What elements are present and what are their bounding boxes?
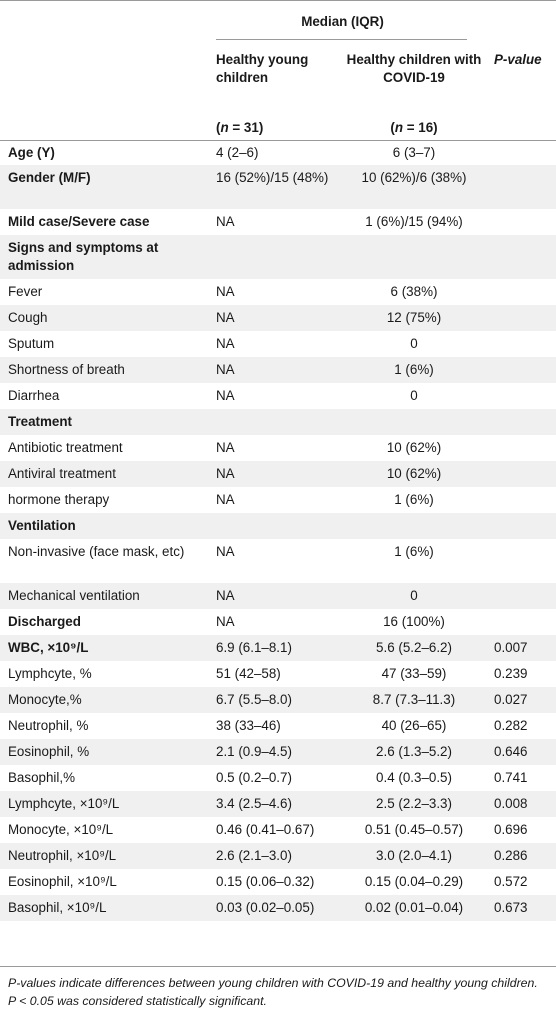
row-label: Monocyte,%	[8, 692, 82, 707]
sample-size-covid-value: 16	[418, 120, 434, 135]
value-healthy: 4 (2–6)	[216, 145, 259, 160]
value-covid: 6 (3–7)	[392, 145, 436, 160]
row-label: Fever	[8, 284, 43, 299]
value-covid: 3.0 (2.0–4.1)	[376, 848, 452, 863]
row-label: Sputum	[8, 336, 55, 351]
p-value: 0.027	[494, 692, 528, 707]
value-healthy: 0.15 (0.06–0.32)	[216, 874, 315, 889]
table-row	[0, 409, 556, 435]
table-row	[0, 279, 556, 305]
p-value: 0.286	[494, 848, 528, 863]
row-label: Eosinophil, %	[8, 744, 90, 759]
value-covid: 47 (33–59)	[381, 666, 447, 681]
value-healthy: NA	[216, 336, 235, 351]
value-healthy: 2.6 (2.1–3.0)	[216, 848, 292, 863]
table-body	[0, 140, 556, 921]
value-covid: 12 (75%)	[386, 310, 442, 325]
row-label: Basophil, ×10⁹/L	[8, 900, 107, 915]
p-value: 0.008	[494, 796, 528, 811]
value-covid: 5.6 (5.2–6.2)	[376, 640, 452, 655]
value-healthy: NA	[216, 588, 235, 603]
row-label: Lymphcyte, ×10⁹/L	[8, 796, 120, 811]
value-healthy: 2.1 (0.9–4.5)	[216, 744, 292, 759]
value-covid: 0.02 (0.01–0.04)	[364, 900, 464, 915]
sample-size-healthy: (n = 31)	[216, 120, 264, 135]
row-label: Treatment	[8, 414, 72, 429]
value-covid: 0	[410, 336, 418, 351]
sample-size-healthy-value: 31	[243, 120, 259, 135]
table-row	[0, 817, 556, 843]
p-value: 0.239	[494, 666, 528, 681]
table-row	[0, 609, 556, 635]
value-covid: 8.7 (7.3–11.3)	[372, 692, 456, 707]
value-healthy: NA	[216, 214, 235, 229]
table-row	[0, 435, 556, 461]
row-label: Age (Y)	[8, 145, 55, 160]
row-label: Non-invasive (face mask, etc)	[8, 544, 185, 559]
table-row	[0, 513, 556, 539]
value-healthy: 16 (52%)/15 (48%)	[216, 170, 329, 185]
row-label: Eosinophil, ×10⁹/L	[8, 874, 117, 889]
table-row	[0, 843, 556, 869]
value-healthy: NA	[216, 544, 235, 559]
row-label: Mechanical ventilation	[8, 588, 140, 603]
value-covid: 0	[410, 588, 418, 603]
table-row	[0, 661, 556, 687]
table-row	[0, 869, 556, 895]
p-value: 0.646	[494, 744, 528, 759]
row-label: Lymphcyte, %	[8, 666, 92, 681]
top-rule	[0, 0, 556, 1]
pvalue-header-text: P-value	[494, 52, 542, 67]
value-healthy: NA	[216, 284, 235, 299]
value-healthy: NA	[216, 614, 235, 629]
value-healthy: NA	[216, 310, 235, 325]
row-label: Mild case/Severe case	[8, 214, 150, 229]
row-label: WBC, ×10⁹/L	[8, 640, 89, 655]
value-covid: 2.5 (2.2–3.3)	[376, 796, 452, 811]
value-covid: 40 (26–65)	[381, 718, 447, 733]
value-healthy: 38 (33–46)	[216, 718, 281, 733]
table-row	[0, 165, 556, 209]
value-healthy: 3.4 (2.5–4.6)	[216, 796, 292, 811]
table-row	[0, 357, 556, 383]
table-row	[0, 140, 556, 165]
row-label: Discharged	[8, 614, 81, 629]
table-row	[0, 635, 556, 661]
value-healthy: NA	[216, 440, 235, 455]
table-row	[0, 895, 556, 921]
row-label: Cough	[8, 310, 48, 325]
table-row	[0, 739, 556, 765]
table-row	[0, 209, 556, 235]
value-covid: 1 (6%)	[394, 362, 434, 377]
table-row	[0, 791, 556, 817]
value-covid: 10 (62%)	[386, 440, 442, 455]
table-row	[0, 331, 556, 357]
footnote-text: P-values indicate differences between young children with COVID-19 and healthy young children. P < 0.05 was considered statistically significant.	[8, 976, 538, 1008]
value-covid: 16 (100%)	[383, 614, 445, 629]
value-healthy: 0.5 (0.2–0.7)	[216, 770, 292, 785]
column-header-pvalue	[494, 51, 554, 69]
table-row	[0, 487, 556, 513]
value-healthy: NA	[216, 362, 235, 377]
column-header-covid: Healthy children with COVID-19	[346, 52, 482, 85]
table-row	[0, 383, 556, 409]
row-label: Ventilation	[8, 518, 76, 533]
value-healthy: NA	[216, 466, 235, 481]
p-value: 0.007	[494, 640, 528, 655]
value-healthy: NA	[216, 492, 235, 507]
row-label: Basophil,%	[8, 770, 75, 785]
value-healthy: 6.7 (5.5–8.0)	[216, 692, 292, 707]
value-covid: 1 (6%)	[394, 492, 434, 507]
row-label: Diarrhea	[8, 388, 60, 403]
table-row	[0, 235, 556, 279]
value-covid: 1 (6%)/15 (94%)	[365, 214, 463, 229]
p-value: 0.741	[494, 770, 528, 785]
group-header-rule	[216, 39, 467, 40]
row-label: Neutrophil, %	[8, 718, 89, 733]
table-row	[0, 765, 556, 791]
table-row	[0, 713, 556, 739]
table-row	[0, 305, 556, 331]
value-covid: 0.4 (0.3–0.5)	[376, 770, 452, 785]
value-covid: 2.6 (1.3–5.2)	[376, 744, 452, 759]
p-value: 0.673	[494, 900, 528, 915]
group-header: Median (IQR)	[301, 14, 384, 29]
p-value: 0.696	[494, 822, 528, 837]
value-healthy: 0.03 (0.02–0.05)	[216, 900, 315, 915]
p-value: 0.572	[494, 874, 528, 889]
value-covid: 10 (62%)/6 (38%)	[361, 170, 467, 185]
row-label: Signs and symptoms at admission	[8, 240, 159, 273]
value-healthy: 6.9 (6.1–8.1)	[216, 640, 292, 655]
value-healthy: 51 (42–58)	[216, 666, 281, 681]
row-label: Antibiotic treatment	[8, 440, 123, 455]
row-label: Neutrophil, ×10⁹/L	[8, 848, 117, 863]
row-label: Gender (M/F)	[8, 170, 91, 185]
table-row	[0, 539, 556, 583]
value-healthy: NA	[216, 388, 235, 403]
table-row	[0, 687, 556, 713]
value-covid: 0	[410, 388, 418, 403]
column-header-healthy: Healthy young children	[216, 52, 309, 85]
row-label: Shortness of breath	[8, 362, 125, 377]
footnote	[8, 974, 548, 1010]
value-covid: 1 (6%)	[394, 544, 434, 559]
value-healthy: 0.46 (0.41–0.67)	[216, 822, 315, 837]
table-bottom-rule	[0, 966, 556, 967]
table-row	[0, 461, 556, 487]
value-covid: 10 (62%)	[386, 466, 442, 481]
row-label: Monocyte, ×10⁹/L	[8, 822, 114, 837]
value-covid: 0.51 (0.45–0.57)	[364, 822, 464, 837]
row-label: hormone therapy	[8, 492, 110, 507]
table-row	[0, 583, 556, 609]
value-covid: 0.15 (0.04–0.29)	[364, 874, 464, 889]
p-value: 0.282	[494, 718, 528, 733]
value-covid: 6 (38%)	[390, 284, 438, 299]
row-label: Antiviral treatment	[8, 466, 116, 481]
sample-size-covid: (n = 16)	[390, 120, 438, 135]
